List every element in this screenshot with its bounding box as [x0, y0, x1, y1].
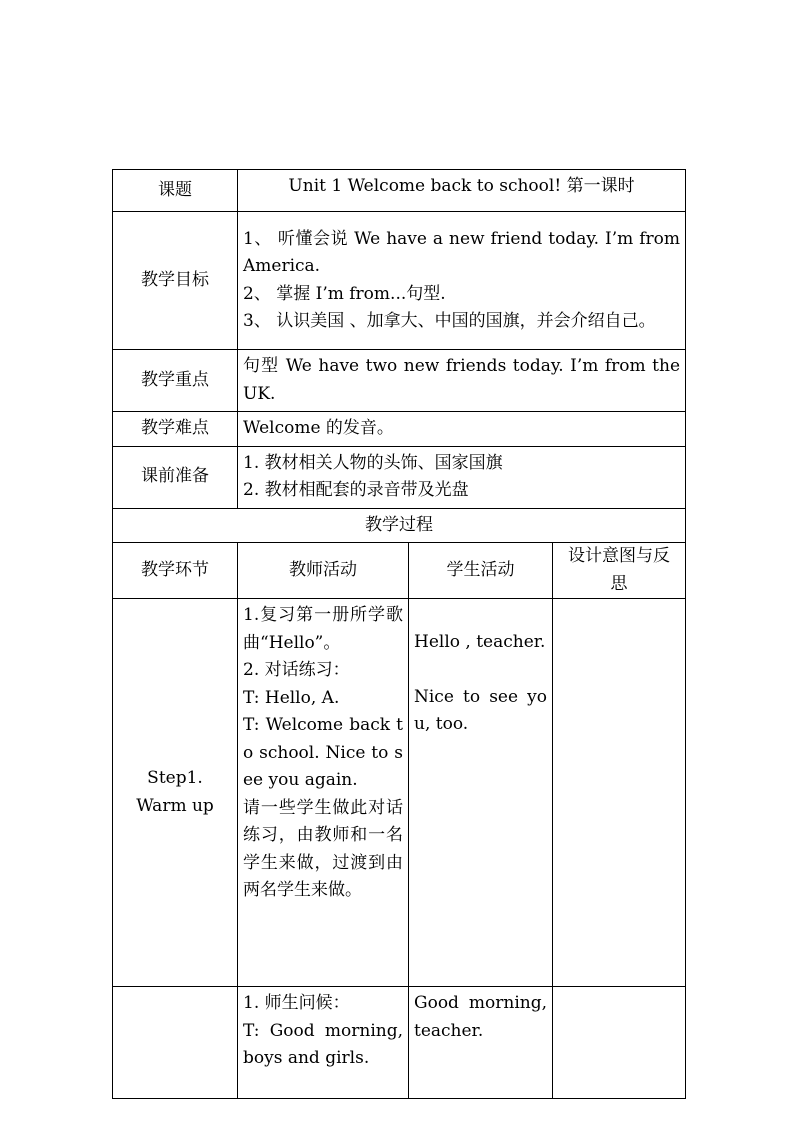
- objective-item: 2、 掌握 I’m from...句型.: [243, 283, 446, 304]
- objectives-content: [238, 212, 686, 350]
- process-row-warmup: [113, 599, 686, 987]
- topic-label: 课题: [113, 170, 238, 212]
- student-activity-line: Good morning, teacher.: [414, 993, 547, 1041]
- process-title-row: [113, 508, 686, 543]
- teacher-activity-line: T: Welcome back to school. Nice to see you again.: [243, 715, 403, 790]
- student-activity-cell: [409, 599, 553, 987]
- key-point-row: [113, 350, 686, 412]
- header-student: 学生活动: [409, 543, 553, 599]
- teacher-activity-line: 1.复习第一册所学歌曲“Hello”。: [243, 605, 403, 653]
- teacher-activity-line: 2. 对话练习：: [243, 660, 350, 680]
- design-cell: [553, 987, 686, 1099]
- preparation-item: 1. 教材相关人物的头饰、国家国旗: [243, 452, 503, 473]
- header-design: 设计意图与反思: [553, 543, 686, 599]
- stage-step: Step1.: [147, 768, 203, 788]
- header-stage: 教学环节: [113, 543, 238, 599]
- teacher-activity-cell: [238, 987, 409, 1099]
- stage-cell: [113, 987, 238, 1099]
- difficulty-value: Welcome 的发音。: [238, 412, 686, 447]
- spacer: [414, 657, 547, 684]
- teacher-activity-line: T: Good morning, boys and girls.: [243, 1020, 403, 1068]
- preparation-label: 课前准备: [113, 446, 238, 508]
- process-title: 教学过程: [113, 508, 686, 543]
- preparation-item: 2. 教材相配套的录音带及光盘: [243, 480, 469, 500]
- teacher-activity-line: T: Hello, A.: [243, 687, 340, 708]
- student-activity-line: Hello , teacher.: [414, 632, 546, 652]
- topic-value: Unit 1 Welcome back to school! 第一课时: [238, 170, 686, 212]
- preparation-row: [113, 446, 686, 508]
- stage-name: Warm up: [136, 795, 214, 816]
- process-header-row: [113, 543, 686, 599]
- difficulty-label: 教学难点: [113, 412, 238, 447]
- process-row-greeting: [113, 987, 686, 1099]
- lesson-plan-table: [112, 169, 686, 1099]
- student-activity-cell: [409, 987, 553, 1099]
- preparation-content: [238, 446, 686, 508]
- student-activity-line: Nice to see you, too.: [414, 686, 547, 734]
- key-point-label: 教学重点: [113, 350, 238, 412]
- design-cell: [553, 599, 686, 987]
- teacher-activity-line: 1. 师生问候：: [243, 993, 350, 1013]
- stage-cell: [113, 599, 238, 987]
- objectives-label: 教学目标: [113, 212, 238, 350]
- header-teacher: 教师活动: [238, 543, 409, 599]
- objectives-row: [113, 212, 686, 350]
- objective-item: 1、 听懂会说 We have a new friend today. I’m from America.: [243, 228, 681, 276]
- difficulty-row: [113, 412, 686, 447]
- topic-row: [113, 170, 686, 212]
- key-point-value: 句型 We have two new friends today. I’m from the UK.: [238, 350, 686, 412]
- teacher-activity-cell: [238, 599, 409, 987]
- objective-item: 3、 认识美国 、加拿大、中国的国旗，并会介绍自己。: [243, 311, 656, 331]
- teacher-activity-line: 请一些学生做此对话练习，由教师和一名学生来做，过渡到由两名学生来做。: [243, 797, 403, 900]
